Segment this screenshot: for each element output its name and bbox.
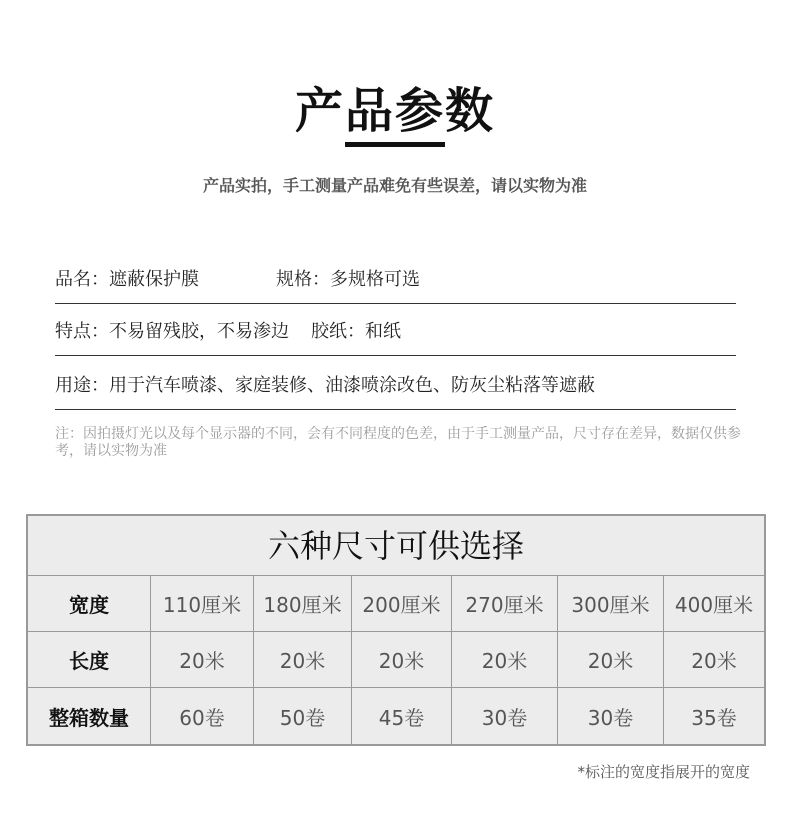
row-label: 整箱数量 xyxy=(28,688,151,744)
table-cell: 30卷 xyxy=(558,688,664,744)
table-cell: 20米 xyxy=(691,649,737,673)
spec-row-name xyxy=(55,252,736,304)
width-footnote: *标注的宽度指展开的宽度 xyxy=(577,763,750,781)
table-cell: 20米 xyxy=(352,632,452,687)
table-row-quantity xyxy=(28,688,764,744)
table-cell: 45卷 xyxy=(352,688,452,744)
row-label: 长度 xyxy=(28,632,151,687)
row-label: 宽度 xyxy=(28,576,151,631)
page-title: 产品参数 xyxy=(294,83,495,139)
title-underline xyxy=(345,142,445,147)
table-row-width xyxy=(28,576,764,632)
size-table-title: 六种尺寸可供选择 xyxy=(28,516,764,576)
table-cell: 20米 xyxy=(558,632,664,687)
table-cell: 300厘米 xyxy=(558,576,664,631)
spec-feature: 特点：不易留残胶，不易渗边 xyxy=(55,320,289,342)
spec-usage: 用途：用于汽车喷漆、家庭装修、油漆喷涂改色、防灰尘粘落等遮蔽 xyxy=(55,374,595,396)
table-cell: 30卷 xyxy=(452,688,558,744)
table-row-length xyxy=(28,632,764,688)
table-cell: 50卷 xyxy=(254,688,352,744)
table-cell: 110厘米 xyxy=(151,576,254,631)
table-cell: 20米 xyxy=(151,632,254,687)
table-cell: 400厘米 xyxy=(674,593,754,617)
page-subtitle: 产品实拍，手工测量产品难免有些误差，请以实物为准 xyxy=(202,176,587,195)
spec-product-name: 品名：遮蔽保护膜 xyxy=(55,268,199,290)
disclaimer-note: 注：因拍摄灯光以及每个显示器的不同，会有不同程度的色差，由于手工测量产品，尺寸存在差异，数据仅供参考，请以实物为准 xyxy=(55,426,741,459)
table-cell: 270厘米 xyxy=(452,576,558,631)
size-table xyxy=(26,514,766,746)
table-cell: 200厘米 xyxy=(352,576,452,631)
table-cell: 20米 xyxy=(254,632,352,687)
spec-specification: 规格：多规格可选 xyxy=(276,268,420,290)
spec-row-feature xyxy=(55,304,736,356)
spec-paper: 胶纸：和纸 xyxy=(311,320,401,342)
table-cell: 180厘米 xyxy=(254,576,352,631)
table-cell: 35卷 xyxy=(691,705,737,730)
table-cell: 60卷 xyxy=(151,688,254,744)
spec-row-usage xyxy=(55,358,736,410)
table-cell: 20米 xyxy=(452,632,558,687)
